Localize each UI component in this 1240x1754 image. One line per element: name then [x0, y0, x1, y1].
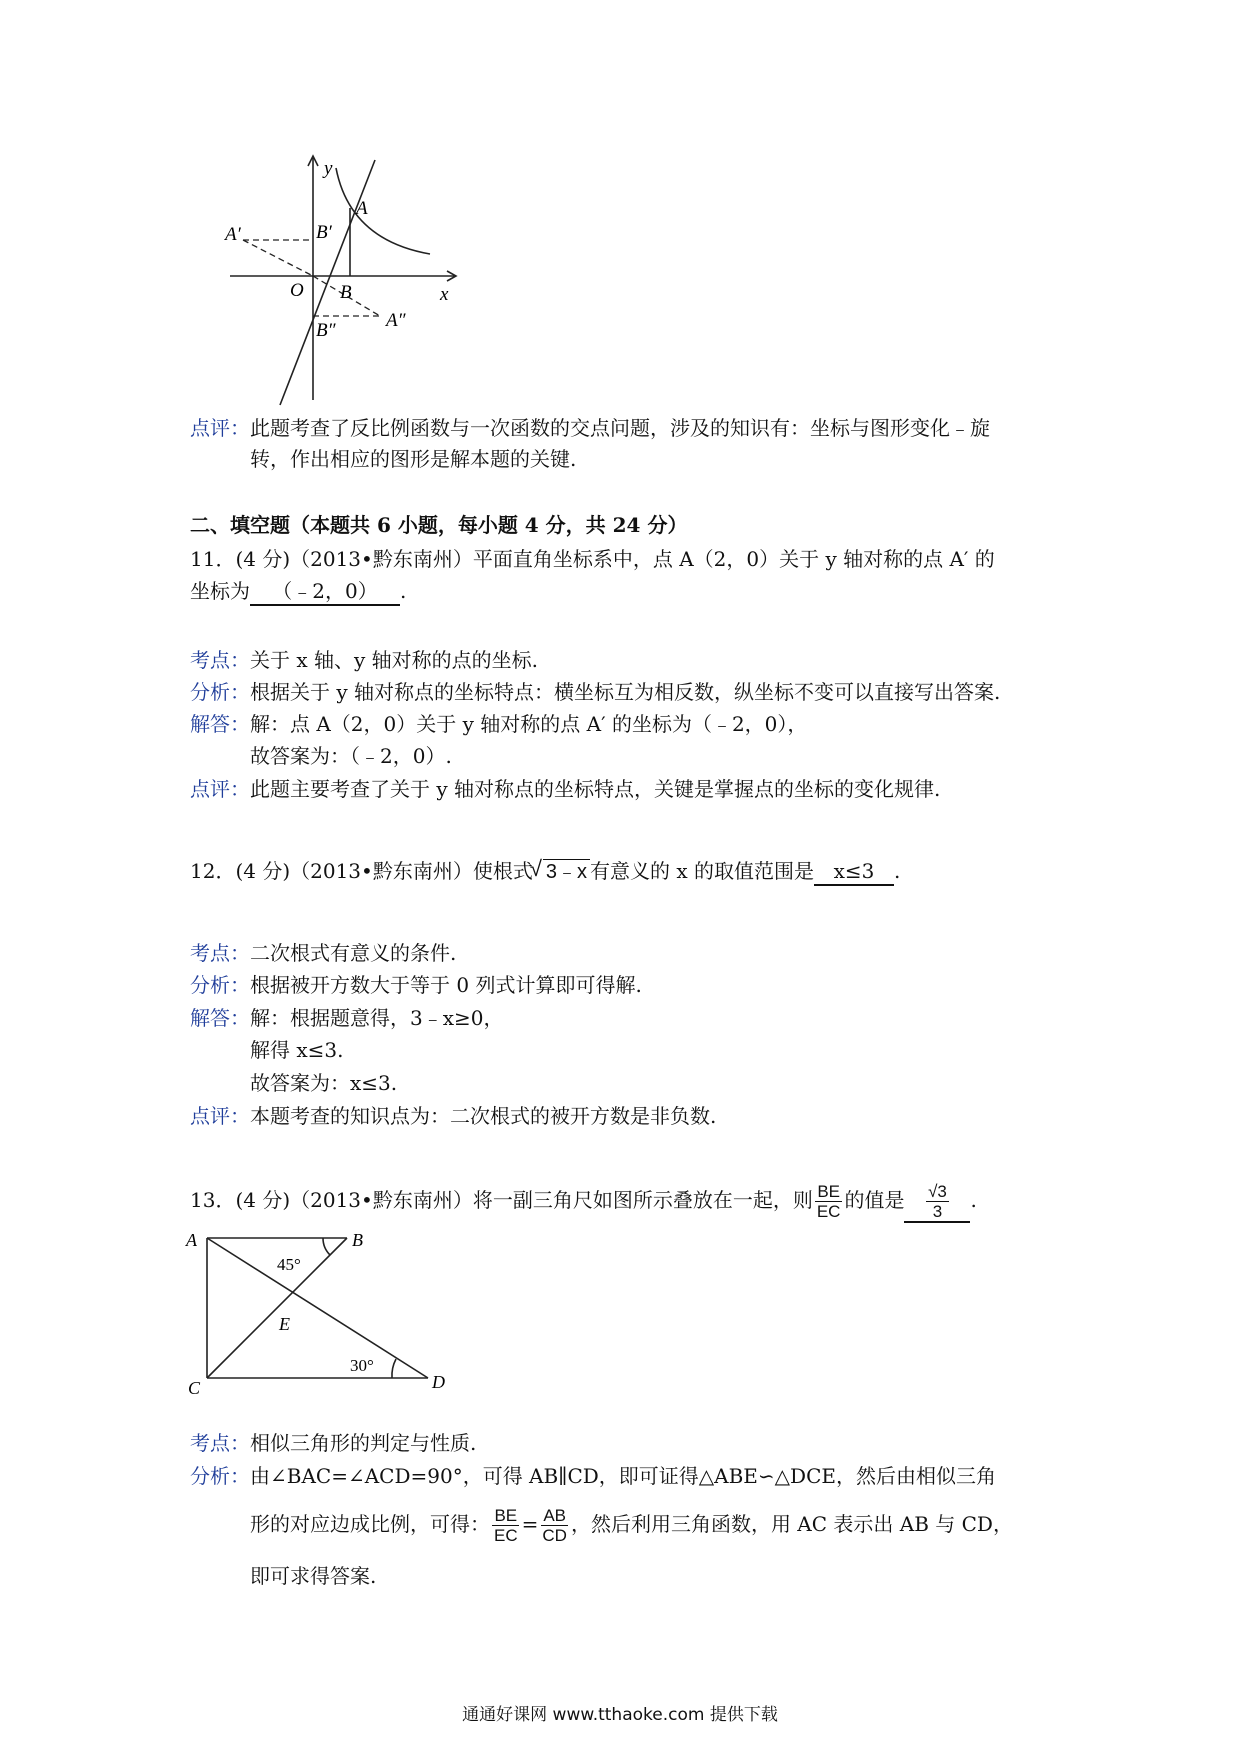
label-B-prime: B′ [316, 222, 332, 243]
label-B: B [340, 282, 352, 303]
q13-question: 13．(4 分)（2013•黔东南州）将一副三角尺如图所示叠放在一起，则 $\frac{BE}{EC}$ 的值是 $\frac{√3}{3}$ . [190, 1182, 977, 1221]
q11-jieda-line2: 故答案为：（﹣2，0）. [250, 744, 452, 768]
q12-radical: √ 3﹣x [543, 859, 590, 884]
label-A: A [186, 1230, 197, 1250]
fenxi-fraction-be-ec: $\frac{BE}{EC}$ [494, 1506, 518, 1545]
q12-jieda: 解答：解：根据题意得，3﹣x≥0， [190, 1006, 504, 1030]
q11-line1: 11．(4 分)（2013•黔东南州）平面直角坐标系中，点 A（2，0）关于 y 轴对称的点 A′ 的 [190, 547, 995, 571]
section-title: 二、填空题（本题共 6 小题，每小题 4 分，共 24 分） [190, 513, 688, 537]
angle-arc-30 [392, 1359, 396, 1378]
q12-fenxi: 分析：根据被开方数大于等于 0 列式计算即可得解. [190, 973, 642, 997]
triangle-figure [180, 1228, 460, 1398]
q12-kaodian: 考点：二次根式有意义的条件. [190, 941, 457, 965]
q12-jieda-line3: 故答案为：x≤3. [250, 1071, 398, 1095]
label-A-double-prime: A″ [386, 310, 406, 331]
label-30-degree: 30° [350, 1356, 374, 1375]
q12-question: 12．(4 分)（2013•黔东南州）使根式√ 3﹣x 有意义的 x 的取值范围是 x≤3 . [190, 856, 900, 886]
q13-kaodian: 考点：相似三角形的判定与性质. [190, 1431, 477, 1455]
label-C: C [188, 1378, 201, 1398]
q11-fenxi: 分析：根据关于 y 轴对称点的坐标特点：横坐标互为相反数，纵坐标不变可以直接写出答案. [190, 680, 1001, 704]
q11-dianping: 点评：此题主要考查了关于 y 轴对称点的坐标特点，关键是掌握点的坐标的变化规律. [190, 777, 941, 801]
label-E: E [279, 1314, 290, 1334]
q11-kaodian: 考点：关于 x 轴、y 轴对称的点的坐标. [190, 648, 539, 672]
label-B: B [352, 1230, 363, 1250]
q13-fenxi: 分析：由∠BAC=∠ACD=90°，可得 AB∥CD，即可证得△ABE∽△DCE，然后由相似三角 [190, 1464, 996, 1488]
q13-fenxi-line2: 形的对应边成比例，可得： $\frac{BE}{EC}$ = $\frac{AB}{CD}$ ，然后利用三角函数，用 AC 表示出 AB 与 CD， [250, 1506, 1013, 1545]
q11-jieda: 解答：解：点 A（2，0）关于 y 轴对称的点 A′ 的坐标为（﹣2，0）， [190, 712, 808, 736]
label-45-degree: 45° [277, 1255, 301, 1274]
angle-arc-45 [323, 1238, 330, 1255]
fenxi-fraction-ab-cd: $\frac{AB}{CD}$ [542, 1506, 567, 1545]
label-A: A [356, 198, 368, 219]
q10-comment-line2: 转，作出相应的图形是解本题的关键. [250, 447, 577, 471]
q11-answer: （﹣2，0） [250, 578, 400, 606]
q10-comment-line1: 点评：此题考查了反比例函数与一次函数的交点问题，涉及的知识有：坐标与图形变化﹣旋 [190, 416, 990, 440]
comment-label: 点评： [190, 416, 250, 440]
page-footer: 通通好课网 www.tthaoke.com 提供下载 [462, 1705, 778, 1725]
label-y: y [324, 158, 333, 179]
label-B-double-prime: B″ [316, 320, 336, 341]
label-D: D [432, 1372, 445, 1392]
q11-line2: 坐标为 （﹣2，0） . [190, 576, 406, 606]
segment-AD [207, 1238, 428, 1378]
q12-dianping: 点评：本题考查的知识点为：二次根式的被开方数是非负数. [190, 1104, 717, 1128]
label-x: x [440, 284, 449, 305]
q13-fenxi-line3: 即可求得答案. [250, 1564, 377, 1588]
label-O: O [290, 280, 304, 301]
q13-answer: $\frac{√3}{3}$ [904, 1182, 970, 1223]
label-A-prime: A′ [225, 224, 241, 245]
q13-fraction: $\frac{BE}{EC}$ [816, 1182, 841, 1221]
q12-jieda-line2: 解得 x≤3. [250, 1038, 344, 1062]
dashed-OA1 [243, 240, 313, 276]
function-graph-figure [225, 150, 530, 410]
q12-answer: x≤3 [814, 858, 894, 886]
